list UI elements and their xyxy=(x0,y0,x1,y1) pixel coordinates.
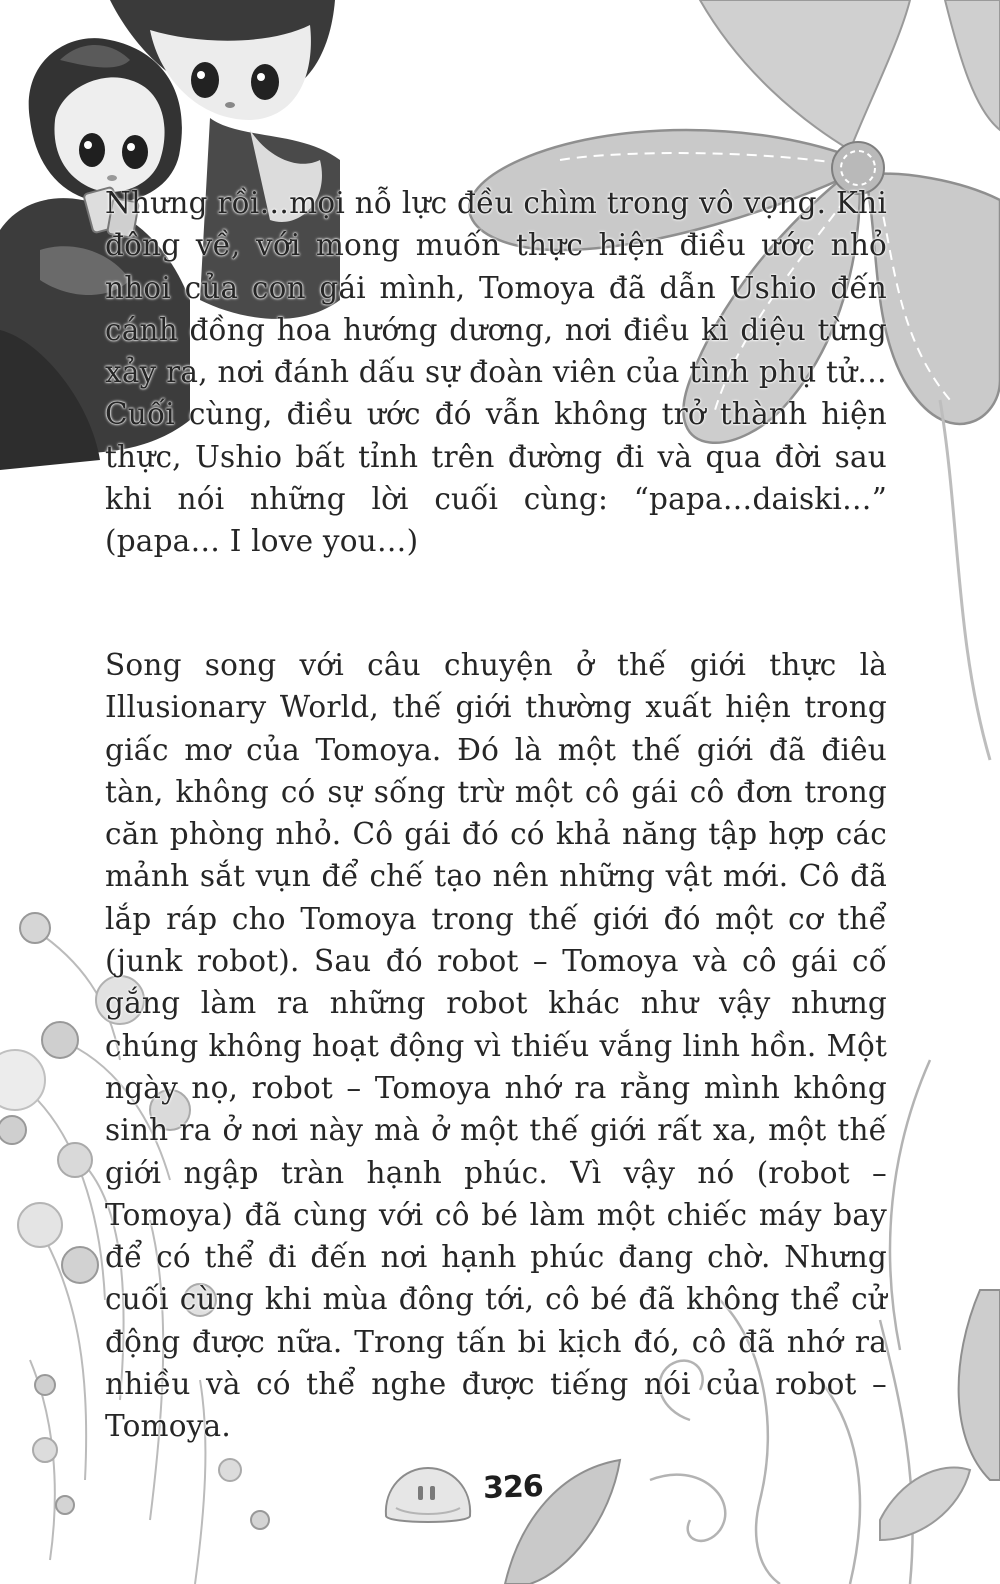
dango-icon xyxy=(380,1458,476,1528)
page-number: 326 xyxy=(482,1468,544,1507)
paragraph-2: Song song với câu chuyện ở thế giới thực là Illusionary World, thế giới thường xuất hiện trong giấc mơ của Tomoya. Đó là một thế giới đã điêu tàn, không có sự sống trừ một cô gái cô đơn trong căn phòng nhỏ. Cô gái đó có khả năng tập hợp các mảnh sắt vụn để chế tạo nên những vật mới. Cô đã lắp ráp cho Tomoya trong thế giới đó một cơ thể (junk robot). Sau đó robot – Tomoya và cô gái cố gắng làm ra những robot khác như vậy nhưng chúng không hoạt động vì thiếu vắng linh hồn. Một ngày nọ, robot – Tomoya nhớ ra rằng mình không sinh ra ở nơi này mà ở một thế giới rất xa, một thế giới ngập tràn hạnh phúc. Vì vậy nó (robot – Tomoya) đã cùng với cô bé làm một chiếc máy bay để có thể đi đến nơi hạnh phúc đang chờ. Nhưng cuối cùng khi mùa đông tới, cô bé đã không thể cử động được nữa. Trong tấn bi kịch đó, cô đã nhớ ra nhiều và có thể nghe được tiếng nói của robot – Tomoya. xyxy=(105,648,887,1444)
paragraph-1: Nhưng rồi…mọi nỗ lực đều chìm trong vô vọng. Khi đông về, với mong muốn thực hiện điều ước nhỏ nhoi của con gái mình, Tomoya đã dẫn Ushio đến cánh đồng hoa hướng dương, nơi điều kì diệu từng xảy ra, nơi đánh dấu sự đoàn viên của tình phụ tử…Cuối cùng, điều ước đó vẫn không trở thành hiện thực, Ushio bất tỉnh trên đường đi và qua đời sau khi nói những lời cuối cùng: “papa…daiski…” (papa… I love you…) xyxy=(105,186,887,559)
page-footer xyxy=(380,1458,550,1528)
